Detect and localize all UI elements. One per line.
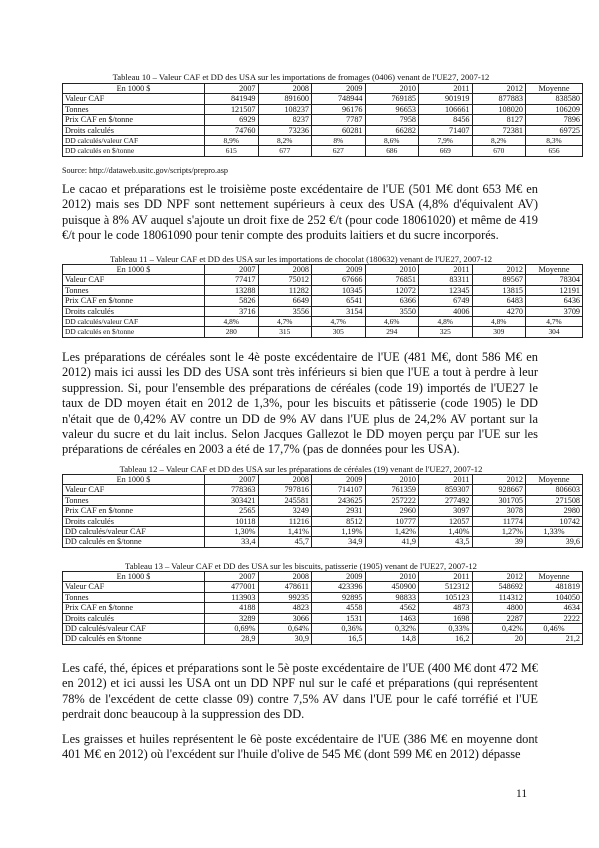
table-row: [63, 582, 583, 592]
table-cell: 1,41%: [258, 527, 312, 537]
table-cell: 4558: [312, 603, 366, 613]
table-cell: 108020: [472, 104, 526, 114]
table-cell: 677: [258, 146, 312, 156]
table-cell: 41,9: [365, 537, 419, 547]
table-cell: 89567: [472, 275, 526, 285]
table-cell: 34,9: [312, 537, 366, 547]
table-cell: 548692: [472, 582, 526, 592]
table-cell: 96176: [312, 104, 366, 114]
table-cell: 13288: [205, 285, 259, 295]
table-cell: 3154: [312, 306, 366, 316]
row-label: DD calculés en $/tonne: [63, 634, 205, 644]
table-cell: 3289: [205, 613, 259, 623]
table-cell: 30,9: [258, 634, 312, 644]
table-cell: 20: [472, 634, 526, 644]
table-row: [63, 613, 583, 623]
table-cell: 4,7%: [312, 317, 366, 327]
table-cell: 83311: [419, 275, 473, 285]
paragraph-cereales: Les préparations de céréales sont le 4è poste excédentaire de l'UE (481 M€, dont 586 M€ en 2012) mais ici aussi les DD des USA sont très inférieurs si bien que l'UE a tout à perdre à leur suppression. Si, pour l'ensemble des préparations de céréales (code 19) importés de l'UE27 le taux de DD moyen était en 2012 de 1,3%, pour les biscuits et pâtisserie (code 1905) le DD n'était que de 0,42% AV contre un DD de 9% AV dans l'UE plus de 24,2% AV portant sur la valeur du sucre et du lait inclus. Selon Jacques Gallezot le DD moyen perçu par l'UE sur les préparations de céréales en 2003 a été de 17,7% (pas de données pour les USA).: [62, 350, 538, 457]
table-cell: 60281: [312, 125, 366, 135]
row-label: Valeur CAF: [63, 94, 205, 104]
table-cell: 1,19%: [312, 527, 366, 537]
table-cell: 0,36%: [312, 624, 366, 634]
table-cell: 769185: [365, 94, 419, 104]
table-cell: 16,2: [419, 634, 473, 644]
row-label: Droits calculés: [63, 125, 205, 135]
column-header: 2011: [419, 572, 473, 582]
table-cell: 4006: [419, 306, 473, 316]
row-label: Droits calculés: [63, 306, 205, 316]
table-cell: 1,27%: [472, 527, 526, 537]
table-cell: 78304: [526, 275, 583, 285]
table-cell: 33,4: [205, 537, 259, 547]
column-header: 2010: [365, 475, 419, 485]
table-cell: 7,9%: [419, 136, 473, 146]
table-cell: 4873: [419, 603, 473, 613]
table-cell: 656: [526, 146, 583, 156]
row-label: Valeur CAF: [63, 485, 205, 495]
column-header: Moyenne: [526, 475, 583, 485]
table-cell: 75012: [258, 275, 312, 285]
row-label: DD calculés en $/tonne: [63, 327, 205, 337]
table-cell: 294: [365, 327, 419, 337]
table-cell: 12057: [419, 516, 473, 526]
table-cell: 257222: [365, 495, 419, 505]
paragraph-cafe: Les café, thé, épices et préparations sont le 5è poste excédentaire de l'UE (400 M€ dont 472 M€ en 2012) et ici aussi les USA ont un DD NPF nul sur le café et préparations (qui représentent 78% de l'excédent de cette classe 09) contre 7,5% AV dans l'UE pour le café torréfié et l'UE perdrait donc beaucoup à la suppression des DD.: [62, 661, 538, 722]
table-cell: 67666: [312, 275, 366, 285]
table-12-caption: Tableau 12 – Valeur CAF et DD des USA sur les préparations de céréales (19) venant de l'UE27, 2007-12: [119, 464, 483, 474]
table-cell: 315: [258, 327, 312, 337]
table-cell: 3709: [526, 306, 583, 316]
table-cell: 0,64%: [258, 624, 312, 634]
table-10: [62, 83, 583, 157]
table-row: [63, 285, 583, 295]
table-cell: 1,40%: [419, 527, 473, 537]
table-cell: 4,8%: [472, 317, 526, 327]
table-cell: 615: [205, 146, 259, 156]
table-row: [63, 94, 583, 104]
table-cell: 686: [365, 146, 419, 156]
table-cell: 4,8%: [205, 317, 259, 327]
table-cell: 481819: [526, 582, 583, 592]
table-row: [63, 306, 583, 316]
table-cell: 305: [312, 327, 366, 337]
table-cell: 1,33%: [526, 527, 583, 537]
table-cell: 243625: [312, 495, 366, 505]
row-label: Prix CAF en $/tonne: [63, 506, 205, 516]
table-cell: 104050: [526, 592, 583, 602]
table-cell: 1698: [419, 613, 473, 623]
column-header: 2012: [472, 265, 526, 275]
table-cell: 28,9: [205, 634, 259, 644]
table-cell: 423396: [312, 582, 366, 592]
row-label: DD calculés en $/tonne: [63, 146, 205, 156]
row-label: Prix CAF en $/tonne: [63, 603, 205, 613]
table-cell: 114312: [472, 592, 526, 602]
row-label: DD calculés en $/tonne: [63, 537, 205, 547]
table-row: [63, 115, 583, 125]
table-row: [63, 495, 583, 505]
table-cell: 4823: [258, 603, 312, 613]
table-cell: 928667: [472, 485, 526, 495]
table-cell: 2222: [526, 613, 583, 623]
table-cell: 901919: [419, 94, 473, 104]
table-cell: 3097: [419, 506, 473, 516]
table-cell: 8,6%: [365, 136, 419, 146]
row-label: DD calculés/valeur CAF: [63, 136, 205, 146]
table-11-caption: Tableau 11 – Valeur CAF et DD des USA sur les importations de chocolat (180632) venant de l'UE27, 2007-12: [109, 254, 493, 264]
column-header: 2008: [258, 572, 312, 582]
table-cell: 8,9%: [205, 136, 259, 146]
table-cell: 2565: [205, 506, 259, 516]
table-cell: 77417: [205, 275, 259, 285]
table-cell: 4,6%: [365, 317, 419, 327]
table-cell: 39,6: [526, 537, 583, 547]
table-cell: 10345: [312, 285, 366, 295]
column-header: 2010: [365, 265, 419, 275]
table-cell: 325: [419, 327, 473, 337]
table-cell: 106661: [419, 104, 473, 114]
table-row: [63, 136, 583, 146]
row-label: DD calculés/valeur CAF: [63, 317, 205, 327]
table-cell: 0,32%: [365, 624, 419, 634]
table-cell: 797816: [258, 485, 312, 495]
table-cell: 11216: [258, 516, 312, 526]
table-row: [63, 317, 583, 327]
table-unit-header: En 1000 $: [63, 265, 205, 275]
column-header: 2012: [472, 84, 526, 94]
table-row: [63, 275, 583, 285]
column-header: 2008: [258, 265, 312, 275]
column-header: 2011: [419, 475, 473, 485]
table-cell: 5826: [205, 296, 259, 306]
column-header: 2007: [205, 84, 259, 94]
table-cell: 6929: [205, 115, 259, 125]
table-cell: 10777: [365, 516, 419, 526]
table-cell: 39: [472, 537, 526, 547]
table-cell: 7958: [365, 115, 419, 125]
table-row: [63, 634, 583, 644]
table-header-row: [63, 572, 583, 582]
table-cell: 859307: [419, 485, 473, 495]
table-cell: 4634: [526, 603, 583, 613]
table-cell: 6649: [258, 296, 312, 306]
row-label: DD calculés/valeur CAF: [63, 527, 205, 537]
table-cell: 43,5: [419, 537, 473, 547]
table-cell: 13815: [472, 285, 526, 295]
table-cell: 99235: [258, 592, 312, 602]
table-cell: 45,7: [258, 537, 312, 547]
column-header: 2011: [419, 84, 473, 94]
table-cell: 3066: [258, 613, 312, 623]
table-cell: 21,2: [526, 634, 583, 644]
row-label: Valeur CAF: [63, 582, 205, 592]
table-row: [63, 516, 583, 526]
table-cell: 14,8: [365, 634, 419, 644]
table-cell: 8,2%: [472, 136, 526, 146]
table-cell: 309: [472, 327, 526, 337]
table-cell: 271508: [526, 495, 583, 505]
page-number: 11: [516, 788, 528, 800]
table-cell: 4,7%: [526, 317, 583, 327]
table-12: [62, 474, 583, 548]
row-label: Tonnes: [63, 104, 205, 114]
table-cell: 4,7%: [258, 317, 312, 327]
table-cell: 69725: [526, 125, 583, 135]
table-cell: 10742: [526, 516, 583, 526]
row-label: Prix CAF en $/tonne: [63, 115, 205, 125]
table-cell: 2287: [472, 613, 526, 623]
table-cell: 0,69%: [205, 624, 259, 634]
table-row: [63, 104, 583, 114]
table-cell: 74760: [205, 125, 259, 135]
column-header: 2009: [312, 475, 366, 485]
table-cell: 96653: [365, 104, 419, 114]
row-label: Tonnes: [63, 495, 205, 505]
row-label: Valeur CAF: [63, 275, 205, 285]
table-cell: 3556: [258, 306, 312, 316]
row-label: DD calculés/valeur CAF: [63, 624, 205, 634]
table-row: [63, 296, 583, 306]
table-cell: 72381: [472, 125, 526, 135]
column-header: 2011: [419, 265, 473, 275]
table-row: [63, 624, 583, 634]
column-header: 2008: [258, 84, 312, 94]
table-cell: 7896: [526, 115, 583, 125]
table-row: [63, 537, 583, 547]
table-13-caption: Tableau 13 – Valeur CAF et DD des USA sur les biscuits, patisserie (1905) venant de l'UE27, 2007-12: [125, 561, 477, 571]
table-cell: 8237: [258, 115, 312, 125]
table-cell: 10118: [205, 516, 259, 526]
table-cell: 106209: [526, 104, 583, 114]
paragraph-graisses: Les graisses et huiles représentent le 6è poste excédentaire de l'UE (386 M€ en moyenne dont 401 M€ en 2012) où l'excédent sur l'huile d'olive de 545 M€ (dont 599 M€ en 2012) dépasse: [62, 732, 538, 762]
table-cell: 4562: [365, 603, 419, 613]
table-row: [63, 592, 583, 602]
table-10-caption: Tableau 10 – Valeur CAF et DD des USA sur les importations de fromages (0406) venant de l'UE27, 2007-12: [112, 72, 490, 82]
table-cell: 6366: [365, 296, 419, 306]
table-cell: 1531: [312, 613, 366, 623]
table-header-row: [63, 475, 583, 485]
table-row: [63, 485, 583, 495]
table-cell: 838580: [526, 94, 583, 104]
column-header: 2008: [258, 475, 312, 485]
table-cell: 2960: [365, 506, 419, 516]
table-cell: 73236: [258, 125, 312, 135]
table-cell: 761359: [365, 485, 419, 495]
table-cell: 16,5: [312, 634, 366, 644]
column-header: Moyenne: [526, 265, 583, 275]
table-cell: 6483: [472, 296, 526, 306]
table-cell: 806603: [526, 485, 583, 495]
table-cell: 7787: [312, 115, 366, 125]
table-cell: 8512: [312, 516, 366, 526]
table-cell: 0,33%: [419, 624, 473, 634]
table-cell: 512312: [419, 582, 473, 592]
table-cell: 6436: [526, 296, 583, 306]
column-header: 2009: [312, 265, 366, 275]
table-10-source: Source: http://dataweb.usitc.gov/scripts/prepro.asp: [62, 166, 228, 175]
table-unit-header: En 1000 $: [63, 84, 205, 94]
table-cell: 670: [472, 146, 526, 156]
table-cell: 8456: [419, 115, 473, 125]
row-label: Tonnes: [63, 592, 205, 602]
table-cell: 11774: [472, 516, 526, 526]
column-header: Moyenne: [526, 84, 583, 94]
row-label: Tonnes: [63, 285, 205, 295]
table-11: [62, 264, 583, 338]
table-cell: 891600: [258, 94, 312, 104]
table-cell: 121507: [205, 104, 259, 114]
table-row: [63, 527, 583, 537]
table-row: [63, 506, 583, 516]
table-cell: 714107: [312, 485, 366, 495]
table-cell: 3550: [365, 306, 419, 316]
row-label: Droits calculés: [63, 516, 205, 526]
table-cell: 0,42%: [472, 624, 526, 634]
table-cell: 841949: [205, 94, 259, 104]
table-cell: 71407: [419, 125, 473, 135]
column-header: 2009: [312, 84, 366, 94]
table-cell: 8,3%: [526, 136, 583, 146]
column-header: 2007: [205, 572, 259, 582]
table-cell: 245581: [258, 495, 312, 505]
table-cell: 277492: [419, 495, 473, 505]
table-row: [63, 603, 583, 613]
table-cell: 76851: [365, 275, 419, 285]
table-cell: 113903: [205, 592, 259, 602]
table-cell: 2980: [526, 506, 583, 516]
table-cell: 8%: [312, 136, 366, 146]
table-cell: 303421: [205, 495, 259, 505]
table-cell: 304: [526, 327, 583, 337]
column-header: 2009: [312, 572, 366, 582]
table-cell: 4188: [205, 603, 259, 613]
row-label: Prix CAF en $/tonne: [63, 296, 205, 306]
table-13: [62, 571, 583, 645]
table-cell: 3716: [205, 306, 259, 316]
table-cell: 778363: [205, 485, 259, 495]
table-cell: 12191: [526, 285, 583, 295]
paragraph-cacao: Le cacao et préparations est le troisième poste excédentaire de l'UE (501 M€ dont 653 M€ en 2012) mais ses DD NPF sont nettement supérieurs à ceux des USA (4,8% d'équivalent AV) puisque à 8% AV auquel s'ajoute un droit fixe de 252 €/t (pour code 18061020) et même de 419 €/t pour le code 18061090 pour tenir compte des produits laitiers et du sucre incorporés.: [62, 182, 538, 243]
table-cell: 477001: [205, 582, 259, 592]
table-cell: 108237: [258, 104, 312, 114]
table-cell: 66282: [365, 125, 419, 135]
column-header: Moyenne: [526, 572, 583, 582]
table-header-row: [63, 84, 583, 94]
table-cell: 98833: [365, 592, 419, 602]
table-row: [63, 125, 583, 135]
table-cell: 4,8%: [419, 317, 473, 327]
column-header: 2012: [472, 475, 526, 485]
table-cell: 478611: [258, 582, 312, 592]
table-cell: 3249: [258, 506, 312, 516]
table-cell: 6541: [312, 296, 366, 306]
table-cell: 92895: [312, 592, 366, 602]
table-cell: 12345: [419, 285, 473, 295]
table-cell: 4270: [472, 306, 526, 316]
table-cell: 1463: [365, 613, 419, 623]
table-cell: 748944: [312, 94, 366, 104]
table-cell: 11282: [258, 285, 312, 295]
table-cell: 301705: [472, 495, 526, 505]
table-cell: 669: [419, 146, 473, 156]
table-cell: 1,30%: [205, 527, 259, 537]
column-header: 2007: [205, 265, 259, 275]
table-cell: 877883: [472, 94, 526, 104]
column-header: 2007: [205, 475, 259, 485]
table-cell: 8127: [472, 115, 526, 125]
table-row: [63, 327, 583, 337]
table-cell: 6749: [419, 296, 473, 306]
table-unit-header: En 1000 $: [63, 475, 205, 485]
table-cell: 8,2%: [258, 136, 312, 146]
table-cell: 1,42%: [365, 527, 419, 537]
table-cell: 3078: [472, 506, 526, 516]
table-row: [63, 146, 583, 156]
table-cell: 105123: [419, 592, 473, 602]
column-header: 2012: [472, 572, 526, 582]
table-header-row: [63, 265, 583, 275]
table-cell: 0,46%: [526, 624, 583, 634]
table-cell: 280: [205, 327, 259, 337]
row-label: Droits calculés: [63, 613, 205, 623]
table-cell: 450900: [365, 582, 419, 592]
column-header: 2010: [365, 84, 419, 94]
column-header: 2010: [365, 572, 419, 582]
table-cell: 12072: [365, 285, 419, 295]
table-cell: 4800: [472, 603, 526, 613]
table-cell: 627: [312, 146, 366, 156]
table-cell: 2931: [312, 506, 366, 516]
table-unit-header: En 1000 $: [63, 572, 205, 582]
